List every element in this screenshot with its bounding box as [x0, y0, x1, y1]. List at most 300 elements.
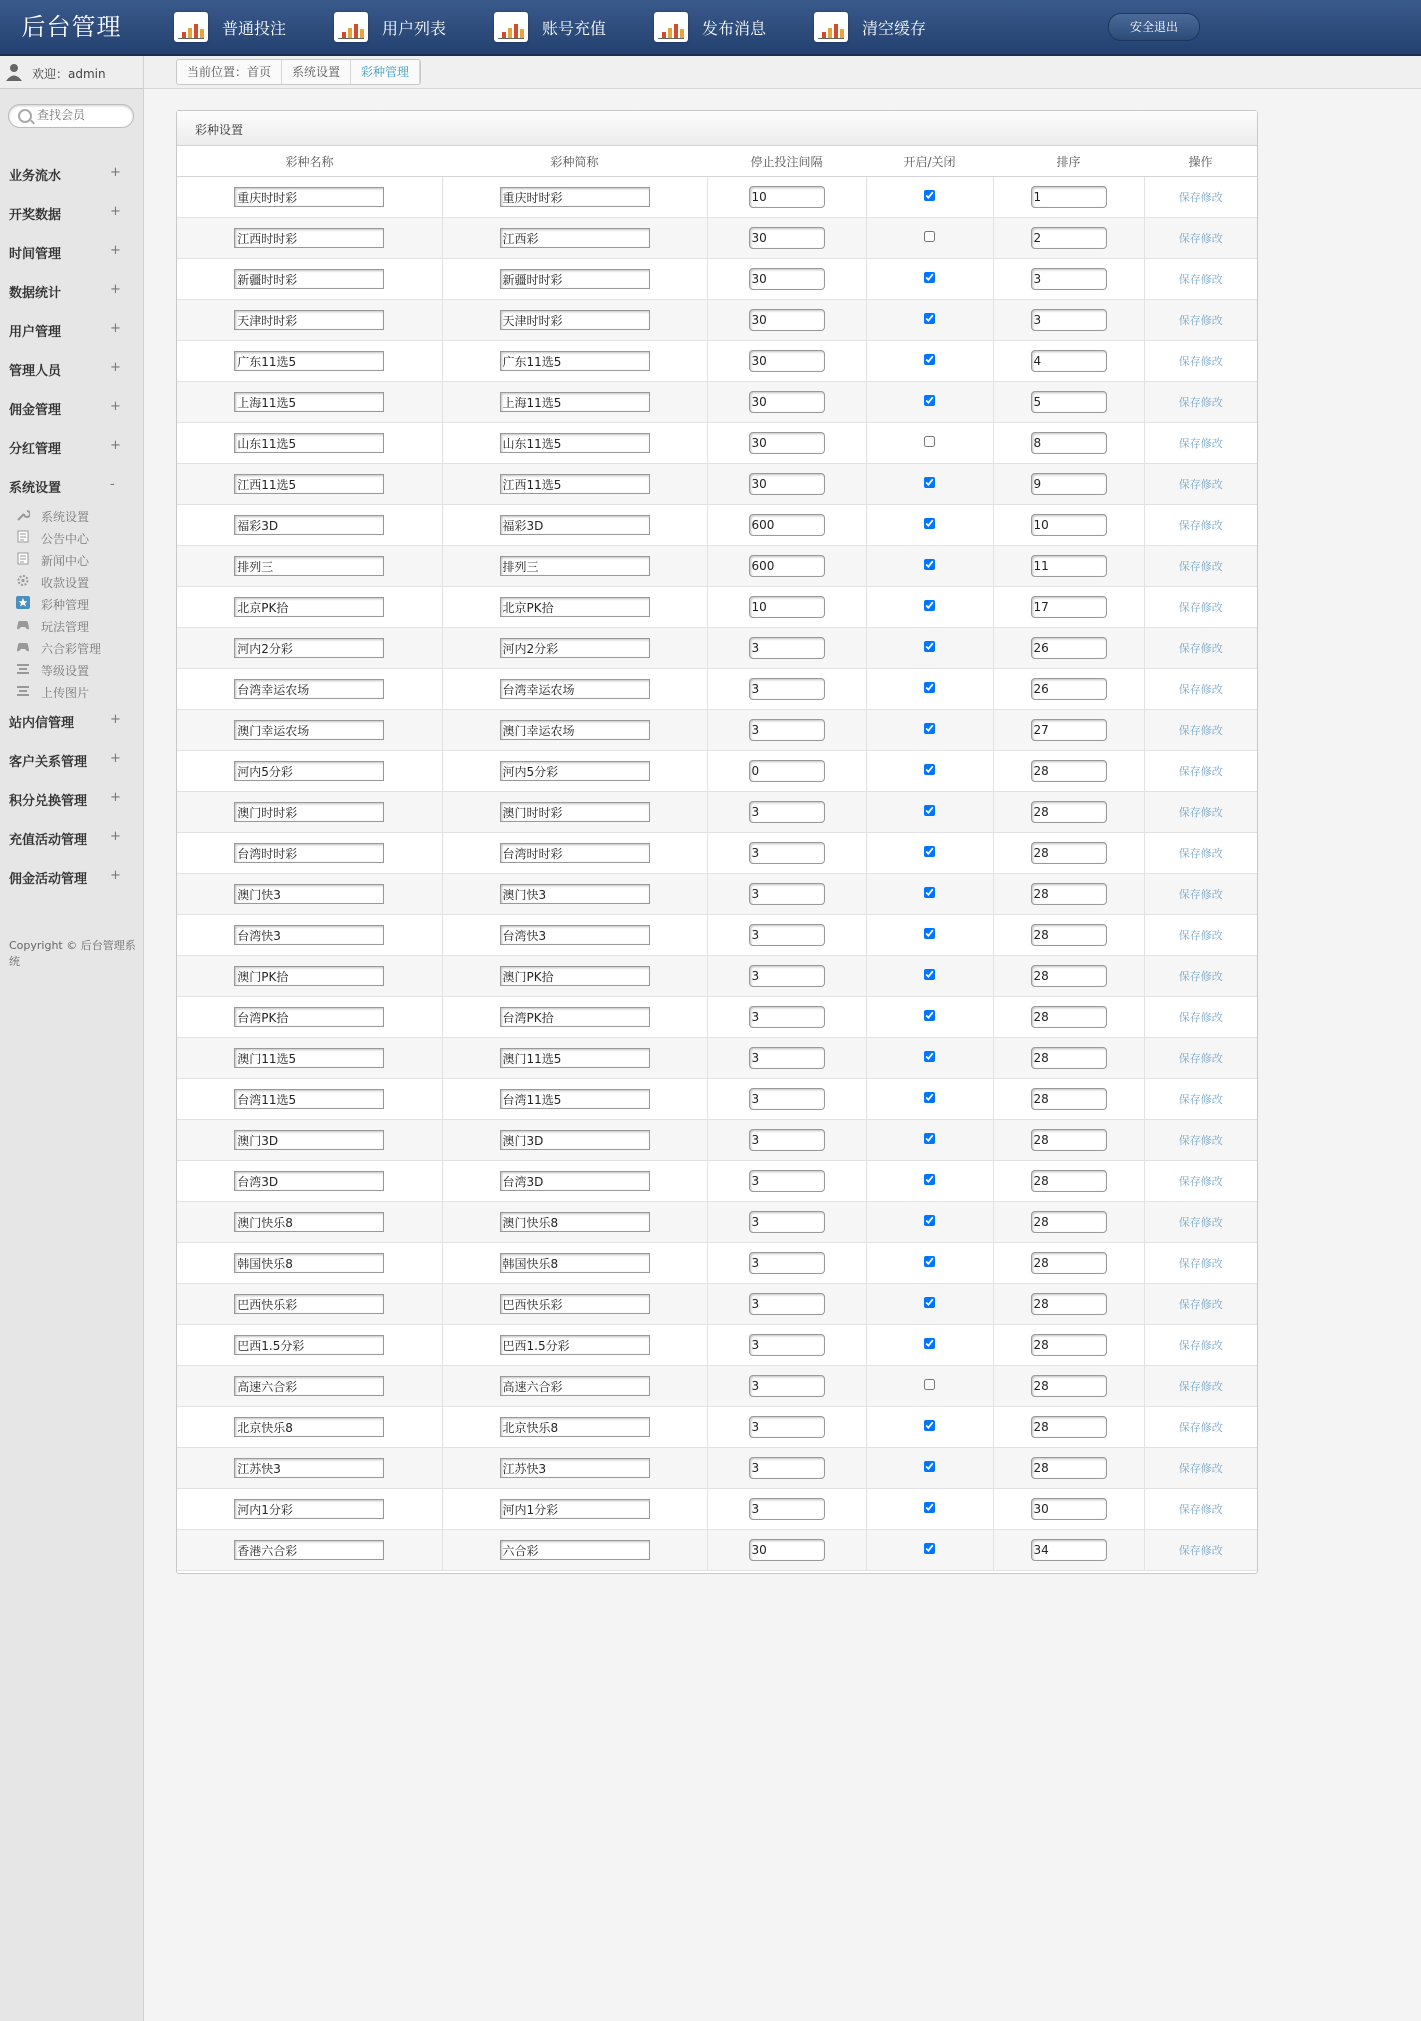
save-changes-link[interactable]: 保存修改 — [1178, 1134, 1223, 1147]
sort-order-input[interactable] — [1031, 1006, 1107, 1028]
lottery-name-input[interactable] — [234, 1376, 384, 1396]
enable-checkbox[interactable] — [924, 764, 935, 775]
sort-order-input[interactable] — [1031, 678, 1107, 700]
table-cell — [993, 423, 1144, 464]
lottery-short-name-input[interactable] — [500, 802, 650, 822]
sidebar-menu-item[interactable] — [0, 388, 143, 427]
save-changes-link[interactable]: 保存修改 — [1178, 1175, 1223, 1188]
sidebar-menu-item[interactable] — [0, 818, 143, 857]
sort-order-input[interactable] — [1031, 1416, 1107, 1438]
sort-order-input[interactable] — [1031, 473, 1107, 495]
stop-interval-input[interactable] — [749, 637, 825, 659]
lottery-name-input[interactable] — [234, 515, 384, 535]
sort-order-input[interactable] — [1031, 924, 1107, 946]
breadcrumb-system-settings[interactable]: 系统设置 — [282, 60, 351, 84]
lottery-short-name-input[interactable] — [500, 392, 650, 412]
lottery-name-input[interactable] — [234, 1130, 384, 1150]
save-changes-link[interactable]: 保存修改 — [1178, 806, 1223, 819]
table-cell — [177, 1366, 442, 1407]
stop-interval-input[interactable] — [749, 883, 825, 905]
topnav-item[interactable] — [494, 0, 606, 54]
welcome-bar — [0, 56, 143, 89]
sidebar-subitem-label: 公告中心 — [41, 532, 90, 546]
expand-toggle-icon[interactable]: - — [110, 477, 115, 492]
enable-checkbox[interactable] — [924, 518, 935, 529]
sort-order-input[interactable] — [1031, 842, 1107, 864]
enable-checkbox[interactable] — [924, 477, 935, 488]
sort-order-input[interactable] — [1031, 637, 1107, 659]
lottery-name-input[interactable] — [234, 1089, 384, 1109]
lottery-short-name-input[interactable] — [500, 597, 650, 617]
chart-icon — [654, 12, 688, 42]
lottery-name-input[interactable] — [234, 433, 384, 453]
logout-button[interactable]: 安全退出 — [1108, 13, 1200, 41]
enable-checkbox[interactable] — [924, 1502, 935, 1513]
expand-toggle-icon[interactable]: + — [110, 204, 121, 219]
stop-interval-input[interactable] — [749, 1334, 825, 1356]
stop-interval-input[interactable] — [749, 432, 825, 454]
table-row — [177, 833, 1257, 874]
enable-checkbox[interactable] — [924, 1256, 935, 1267]
table-row — [177, 382, 1257, 423]
stop-interval-input[interactable] — [749, 1047, 825, 1069]
table-cell — [177, 751, 442, 792]
lottery-short-name-input[interactable] — [500, 1089, 650, 1109]
table-row — [177, 956, 1257, 997]
lottery-name-input[interactable] — [234, 884, 384, 904]
stop-interval-input[interactable] — [749, 555, 825, 577]
stop-interval-input[interactable] — [749, 801, 825, 823]
table-cell — [1144, 956, 1257, 997]
lottery-name-input[interactable] — [234, 1540, 384, 1560]
lottery-name-input[interactable] — [234, 556, 384, 576]
enable-checkbox[interactable] — [924, 313, 935, 324]
lottery-short-name-input[interactable] — [500, 1212, 650, 1232]
topnav-item[interactable] — [334, 0, 446, 54]
expand-toggle-icon[interactable]: + — [110, 321, 121, 336]
expand-toggle-icon[interactable]: + — [110, 790, 121, 805]
save-changes-link[interactable]: 保存修改 — [1178, 519, 1223, 532]
enable-checkbox[interactable] — [924, 600, 935, 611]
save-changes-link[interactable]: 保存修改 — [1178, 1544, 1223, 1557]
save-changes-link[interactable]: 保存修改 — [1178, 1052, 1223, 1065]
stop-interval-input[interactable] — [749, 1252, 825, 1274]
lottery-short-name-input[interactable] — [500, 228, 650, 248]
lottery-name-input[interactable] — [234, 1335, 384, 1355]
lottery-short-name-input[interactable] — [500, 351, 650, 371]
stop-interval-input[interactable] — [749, 1498, 825, 1520]
lottery-name-input[interactable] — [234, 1499, 384, 1519]
enable-checkbox[interactable] — [924, 682, 935, 693]
save-changes-link[interactable]: 保存修改 — [1178, 437, 1223, 450]
save-changes-link[interactable]: 保存修改 — [1178, 847, 1223, 860]
lottery-name-input[interactable] — [234, 1007, 384, 1027]
save-changes-link[interactable]: 保存修改 — [1178, 232, 1223, 245]
sidebar-menu-item[interactable] — [0, 427, 143, 466]
lottery-short-name-input[interactable] — [500, 966, 650, 986]
lottery-short-name-input[interactable] — [500, 1048, 650, 1068]
sidebar-menu-label: 用户管理 — [9, 325, 62, 340]
sidebar-subitem[interactable] — [0, 526, 143, 548]
sort-order-input[interactable] — [1031, 1170, 1107, 1192]
table-cell — [866, 792, 993, 833]
expand-toggle-icon[interactable]: + — [110, 243, 121, 258]
enable-checkbox[interactable] — [924, 1174, 935, 1185]
lottery-short-name-input[interactable] — [500, 843, 650, 863]
table-cell — [442, 1079, 707, 1120]
stop-interval-input[interactable] — [749, 1293, 825, 1315]
topnav-item[interactable] — [814, 0, 926, 54]
lottery-short-name-input[interactable] — [500, 720, 650, 740]
stop-interval-input[interactable] — [749, 1211, 825, 1233]
lottery-name-input[interactable] — [234, 679, 384, 699]
sort-order-input[interactable] — [1031, 350, 1107, 372]
save-changes-link[interactable]: 保存修改 — [1178, 1339, 1223, 1352]
save-changes-link[interactable]: 保存修改 — [1178, 683, 1223, 696]
lottery-name-input[interactable] — [234, 802, 384, 822]
sidebar-menu-item[interactable] — [0, 193, 143, 232]
lottery-name-input[interactable] — [234, 1171, 384, 1191]
expand-toggle-icon[interactable]: + — [110, 751, 121, 766]
enable-checkbox[interactable] — [924, 805, 935, 816]
enable-checkbox[interactable] — [924, 395, 935, 406]
table-cell — [707, 751, 866, 792]
stop-interval-input[interactable] — [749, 924, 825, 946]
save-changes-link[interactable]: 保存修改 — [1178, 355, 1223, 368]
lottery-name-input[interactable] — [234, 1458, 384, 1478]
table-cell — [177, 997, 442, 1038]
stop-interval-input[interactable] — [749, 1006, 825, 1028]
lottery-short-name-input[interactable] — [500, 1499, 650, 1519]
sort-order-input[interactable] — [1031, 186, 1107, 208]
enable-checkbox[interactable] — [924, 190, 935, 201]
sort-order-input[interactable] — [1031, 1334, 1107, 1356]
enable-checkbox[interactable] — [924, 1133, 935, 1144]
sort-order-input[interactable] — [1031, 432, 1107, 454]
lottery-short-name-input[interactable] — [500, 269, 650, 289]
stop-interval-input[interactable] — [749, 1170, 825, 1192]
save-changes-link[interactable]: 保存修改 — [1178, 1421, 1223, 1434]
member-search-input[interactable] — [37, 107, 125, 123]
table-cell — [866, 1161, 993, 1202]
stop-interval-input[interactable] — [749, 1375, 825, 1397]
table-cell — [866, 710, 993, 751]
save-changes-link[interactable]: 保存修改 — [1178, 478, 1223, 491]
sort-order-input[interactable] — [1031, 391, 1107, 413]
expand-toggle-icon[interactable]: + — [110, 438, 121, 453]
table-cell — [442, 1038, 707, 1079]
lottery-short-name-input[interactable] — [500, 1417, 650, 1437]
lottery-short-name-input[interactable] — [500, 884, 650, 904]
enable-checkbox[interactable] — [924, 1051, 935, 1062]
sort-order-input[interactable] — [1031, 801, 1107, 823]
lottery-name-input[interactable] — [234, 269, 384, 289]
lottery-name-input[interactable] — [234, 228, 384, 248]
sort-order-input[interactable] — [1031, 1375, 1107, 1397]
expand-toggle-icon[interactable]: + — [110, 399, 121, 414]
table-cell — [707, 669, 866, 710]
lottery-name-input[interactable] — [234, 966, 384, 986]
table-cell — [866, 218, 993, 259]
table-cell — [1144, 1120, 1257, 1161]
expand-toggle-icon[interactable]: + — [110, 712, 121, 727]
table-cell — [993, 587, 1144, 628]
lottery-short-name-input[interactable] — [500, 1171, 650, 1191]
save-changes-link[interactable]: 保存修改 — [1178, 1257, 1223, 1270]
sort-order-input[interactable] — [1031, 555, 1107, 577]
save-changes-link[interactable]: 保存修改 — [1178, 1011, 1223, 1024]
lottery-name-input[interactable] — [234, 392, 384, 412]
lottery-name-input[interactable] — [234, 310, 384, 330]
expand-toggle-icon[interactable]: + — [110, 829, 121, 844]
breadcrumb-home[interactable]: 当前位置：首页 — [177, 60, 282, 84]
save-changes-link[interactable]: 保存修改 — [1178, 396, 1223, 409]
sidebar-menu-item[interactable] — [0, 779, 143, 818]
sidebar-menu-item[interactable] — [0, 740, 143, 779]
expand-toggle-icon[interactable]: + — [110, 165, 121, 180]
enable-checkbox[interactable] — [924, 1215, 935, 1226]
stop-interval-input[interactable] — [749, 1088, 825, 1110]
table-cell — [866, 833, 993, 874]
enable-checkbox[interactable] — [924, 1338, 935, 1349]
stop-interval-input[interactable] — [749, 473, 825, 495]
table-cell — [866, 1243, 993, 1284]
stop-interval-input[interactable] — [749, 965, 825, 987]
sidebar-menu-item[interactable] — [0, 857, 143, 896]
stop-interval-input[interactable] — [749, 268, 825, 290]
table-row — [177, 341, 1257, 382]
sort-order-input[interactable] — [1031, 719, 1107, 741]
enable-checkbox[interactable] — [924, 1010, 935, 1021]
enable-checkbox[interactable] — [924, 723, 935, 734]
table-cell — [1144, 751, 1257, 792]
sidebar-menu-item[interactable] — [0, 466, 143, 505]
sidebar-subitem[interactable] — [0, 680, 143, 702]
table-cell — [442, 1243, 707, 1284]
table-cell — [442, 587, 707, 628]
lottery-name-input[interactable] — [234, 925, 384, 945]
save-changes-link[interactable]: 保存修改 — [1178, 273, 1223, 286]
sort-order-input[interactable] — [1031, 1211, 1107, 1233]
enable-checkbox[interactable] — [924, 436, 935, 447]
lottery-name-input[interactable] — [234, 187, 384, 207]
table-cell — [866, 1120, 993, 1161]
sort-order-input[interactable] — [1031, 596, 1107, 618]
lottery-name-input[interactable] — [234, 597, 384, 617]
sort-order-input[interactable] — [1031, 1457, 1107, 1479]
lottery-short-name-input[interactable] — [500, 310, 650, 330]
stop-interval-input[interactable] — [749, 842, 825, 864]
stop-interval-input[interactable] — [749, 227, 825, 249]
sort-order-input[interactable] — [1031, 1088, 1107, 1110]
stop-interval-input[interactable] — [749, 1539, 825, 1561]
lottery-name-input[interactable] — [234, 351, 384, 371]
table-row — [177, 1489, 1257, 1530]
stop-interval-input[interactable] — [749, 596, 825, 618]
expand-toggle-icon[interactable]: + — [110, 360, 121, 375]
lottery-name-input[interactable] — [234, 761, 384, 781]
stop-interval-input[interactable] — [749, 514, 825, 536]
lottery-short-name-input[interactable] — [500, 474, 650, 494]
save-changes-link[interactable]: 保存修改 — [1178, 1380, 1223, 1393]
lottery-name-input[interactable] — [234, 1048, 384, 1068]
member-search[interactable] — [8, 104, 134, 128]
lottery-short-name-input[interactable] — [500, 1253, 650, 1273]
lottery-short-name-input[interactable] — [500, 1294, 650, 1314]
lottery-short-name-input[interactable] — [500, 925, 650, 945]
lottery-short-name-input[interactable] — [500, 1458, 650, 1478]
lottery-short-name-input[interactable] — [500, 433, 650, 453]
lottery-short-name-input[interactable] — [500, 515, 650, 535]
save-changes-link[interactable]: 保存修改 — [1178, 1298, 1223, 1311]
table-row — [177, 997, 1257, 1038]
save-changes-link[interactable]: 保存修改 — [1178, 191, 1223, 204]
enable-checkbox[interactable] — [924, 641, 935, 652]
sort-order-input[interactable] — [1031, 1047, 1107, 1069]
enable-checkbox[interactable] — [924, 272, 935, 283]
lottery-short-name-input[interactable] — [500, 1540, 650, 1560]
sort-order-input[interactable] — [1031, 1498, 1107, 1520]
enable-checkbox[interactable] — [924, 1461, 935, 1472]
save-changes-link[interactable]: 保存修改 — [1178, 601, 1223, 614]
save-changes-link[interactable]: 保存修改 — [1178, 970, 1223, 983]
save-changes-link[interactable]: 保存修改 — [1178, 1462, 1223, 1475]
table-cell — [993, 792, 1144, 833]
save-changes-link[interactable]: 保存修改 — [1178, 314, 1223, 327]
table-cell — [177, 587, 442, 628]
sidebar-menu-item[interactable] — [0, 271, 143, 310]
sidebar-subitem[interactable] — [0, 570, 143, 592]
lottery-short-name-input[interactable] — [500, 761, 650, 781]
sidebar-subitem[interactable] — [0, 592, 143, 614]
sidebar-subitem[interactable] — [0, 636, 143, 658]
save-changes-link[interactable]: 保存修改 — [1178, 724, 1223, 737]
enable-checkbox[interactable] — [924, 846, 935, 857]
lottery-name-input[interactable] — [234, 1212, 384, 1232]
table-cell — [1144, 997, 1257, 1038]
sidebar-subitem[interactable] — [0, 504, 143, 526]
table-cell — [866, 1366, 993, 1407]
table-cell — [177, 1530, 442, 1571]
enable-checkbox[interactable] — [924, 1543, 935, 1554]
sort-order-input[interactable] — [1031, 965, 1107, 987]
sort-order-input[interactable] — [1031, 268, 1107, 290]
sort-order-input[interactable] — [1031, 514, 1107, 536]
save-changes-link[interactable]: 保存修改 — [1178, 888, 1223, 901]
save-changes-link[interactable]: 保存修改 — [1178, 929, 1223, 942]
lottery-short-name-input[interactable] — [500, 679, 650, 699]
lottery-short-name-input[interactable] — [500, 1376, 650, 1396]
save-changes-link[interactable]: 保存修改 — [1178, 560, 1223, 573]
table-cell — [707, 1202, 866, 1243]
save-changes-link[interactable]: 保存修改 — [1178, 642, 1223, 655]
lottery-name-input[interactable] — [234, 1294, 384, 1314]
lottery-name-input[interactable] — [234, 720, 384, 740]
lottery-name-input[interactable] — [234, 1417, 384, 1437]
lottery-short-name-input[interactable] — [500, 556, 650, 576]
sidebar-menu-item[interactable] — [0, 701, 143, 740]
enable-checkbox[interactable] — [924, 354, 935, 365]
topnav-item[interactable] — [654, 0, 766, 54]
stop-interval-input[interactable] — [749, 1129, 825, 1151]
enable-checkbox[interactable] — [924, 928, 935, 939]
lottery-name-input[interactable] — [234, 474, 384, 494]
sidebar-subitem-label: 收款设置 — [41, 576, 90, 590]
sidebar-menu-item[interactable] — [0, 310, 143, 349]
chart-icon — [494, 12, 528, 42]
table-cell — [1144, 1243, 1257, 1284]
sidebar-menu-item[interactable] — [0, 154, 143, 193]
table-cell — [866, 1407, 993, 1448]
topnav-item[interactable] — [174, 0, 286, 54]
expand-toggle-icon[interactable]: + — [110, 282, 121, 297]
enable-checkbox[interactable] — [924, 231, 935, 242]
lottery-short-name-input[interactable] — [500, 1007, 650, 1027]
lottery-short-name-input[interactable] — [500, 187, 650, 207]
enable-checkbox[interactable] — [924, 1420, 935, 1431]
sort-order-input[interactable] — [1031, 227, 1107, 249]
lottery-name-input[interactable] — [234, 1253, 384, 1273]
stop-interval-input[interactable] — [749, 350, 825, 372]
table-cell — [442, 710, 707, 751]
sidebar-menu-item[interactable] — [0, 349, 143, 388]
save-changes-link[interactable]: 保存修改 — [1178, 1093, 1223, 1106]
sort-order-input[interactable] — [1031, 883, 1107, 905]
table-cell — [993, 300, 1144, 341]
enable-checkbox[interactable] — [924, 1092, 935, 1103]
sidebar-subitem[interactable] — [0, 614, 143, 636]
stop-interval-input[interactable] — [749, 719, 825, 741]
stop-interval-input[interactable] — [749, 760, 825, 782]
sort-order-input[interactable] — [1031, 760, 1107, 782]
sort-order-input[interactable] — [1031, 1539, 1107, 1561]
save-changes-link[interactable]: 保存修改 — [1178, 1216, 1223, 1229]
save-changes-link[interactable]: 保存修改 — [1178, 1503, 1223, 1516]
sidebar-subitem[interactable] — [0, 658, 143, 680]
enable-checkbox[interactable] — [924, 1297, 935, 1308]
sidebar-menu-item[interactable] — [0, 232, 143, 271]
sidebar-subitem[interactable] — [0, 548, 143, 570]
table-cell — [993, 341, 1144, 382]
table-cell — [866, 587, 993, 628]
stop-interval-input[interactable] — [749, 391, 825, 413]
lottery-short-name-input[interactable] — [500, 1130, 650, 1150]
stop-interval-input[interactable] — [749, 309, 825, 331]
stop-interval-input[interactable] — [749, 678, 825, 700]
table-row — [177, 464, 1257, 505]
enable-checkbox[interactable] — [924, 559, 935, 570]
table-cell — [1144, 546, 1257, 587]
lottery-short-name-input[interactable] — [500, 1335, 650, 1355]
sort-order-input[interactable] — [1031, 1252, 1107, 1274]
enable-checkbox[interactable] — [924, 1379, 935, 1390]
table-cell — [177, 833, 442, 874]
lottery-name-input[interactable] — [234, 638, 384, 658]
expand-toggle-icon[interactable]: + — [110, 868, 121, 883]
lottery-short-name-input[interactable] — [500, 638, 650, 658]
stop-interval-input[interactable] — [749, 186, 825, 208]
sort-order-input[interactable] — [1031, 309, 1107, 331]
stop-interval-input[interactable] — [749, 1457, 825, 1479]
sort-order-input[interactable] — [1031, 1129, 1107, 1151]
enable-checkbox[interactable] — [924, 887, 935, 898]
enable-checkbox[interactable] — [924, 969, 935, 980]
save-changes-link[interactable]: 保存修改 — [1178, 765, 1223, 778]
lottery-name-input[interactable] — [234, 843, 384, 863]
sidebar-menu-label: 时间管理 — [9, 247, 62, 262]
sort-order-input[interactable] — [1031, 1293, 1107, 1315]
stop-interval-input[interactable] — [749, 1416, 825, 1438]
